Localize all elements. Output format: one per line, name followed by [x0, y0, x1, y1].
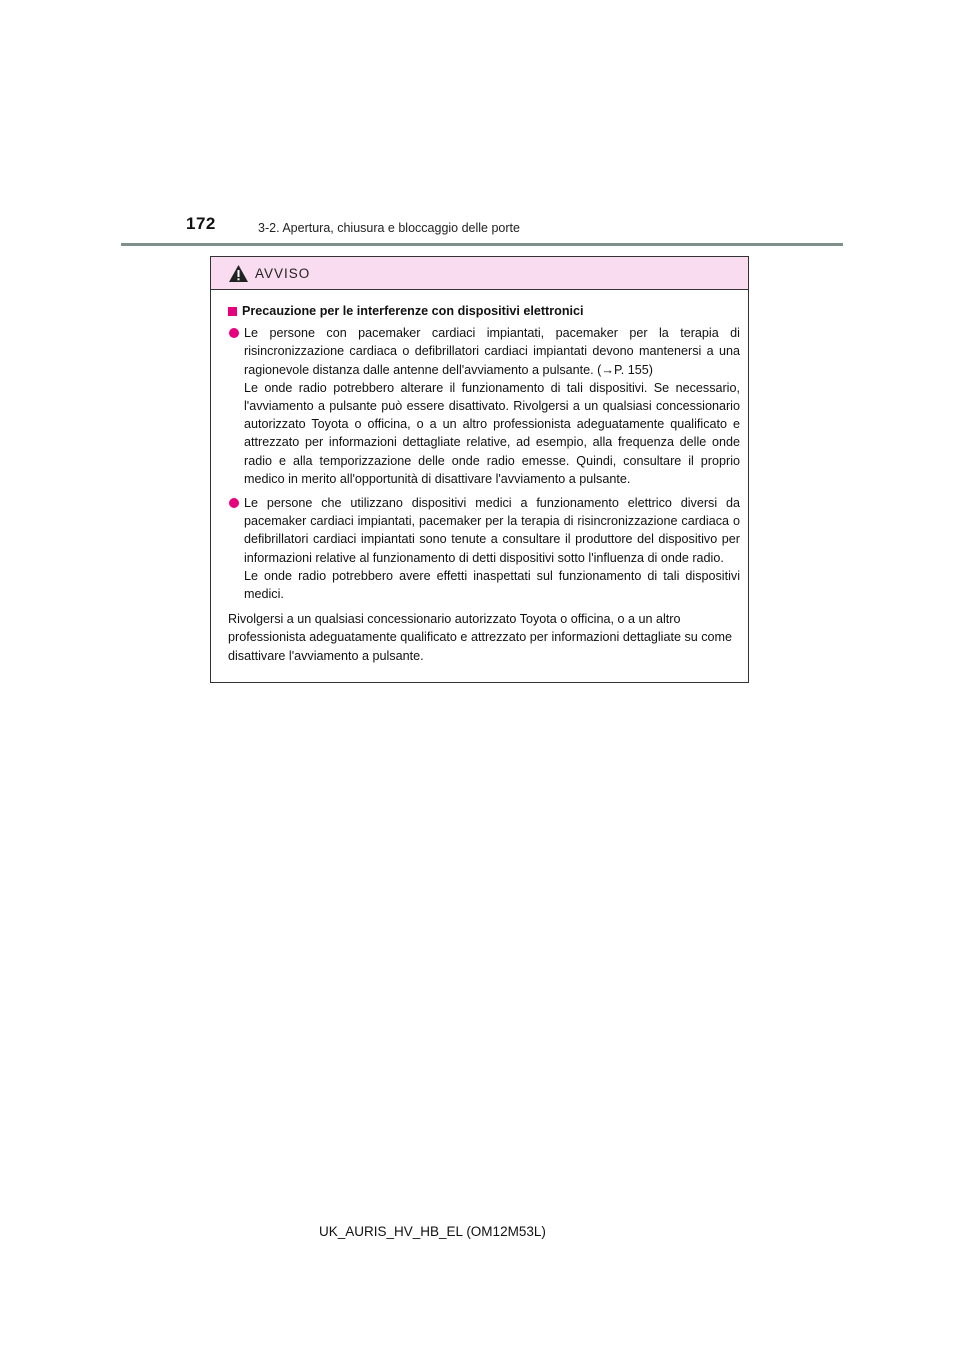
square-bullet-icon: [228, 307, 237, 316]
warning-triangle-icon: [228, 264, 249, 283]
header-divider: [121, 243, 843, 246]
closing-paragraph: Rivolgersi a un qualsiasi concessionario autorizzato Toyota o officina, o a un altro professionista adeguatamente qualificato e attrezzato per informazioni dettagliate su come disattivare l'avviamento a pulsante.: [228, 612, 733, 663]
paragraph: Le persone che utilizzano dispositivi medici a funzionamento elettrico diversi da pacemaker cardiaci impiantati, pacemaker per la terapia di risincronizzazione cardiaca o defibrillatori cardiaci impiantati sono tenute a consultare il produttore del dispositivo per informazioni relative al funzionamento di detti dispositivi sotto l'influenza di onde radio.: [244, 496, 740, 565]
document-code: UK_AURIS_HV_HB_EL (OM12M53L): [319, 1224, 546, 1239]
section-heading-text: Precauzione per le interferenze con dispositivi elettronici: [242, 304, 584, 318]
warning-title: AVVISO: [255, 265, 311, 281]
paragraph: Le onde radio potrebbero avere effetti inaspettati sul funzionamento di tali dispositivi medici.: [244, 568, 740, 602]
warning-header: [211, 257, 748, 290]
bullet-icon: [229, 498, 239, 508]
list-item: [228, 324, 740, 488]
warning-box: [210, 256, 749, 683]
paragraph: Le persone con pacemaker cardiaci impiantati, pacemaker per la terapia di risincronizzazione cardiaca o defibrillatori cardiaci impiantati devono mantenersi a una ragionevole distanza dalle antenne dell'avviamento a pulsante. (→P. 155): [244, 326, 740, 377]
warning-content: [211, 290, 748, 665]
section-heading: [228, 302, 740, 320]
paragraph: Le onde radio potrebbero alterare il funzionamento di tali dispositivi. Se necessario, l'avviamento a pulsante può essere disattivato. Rivolgersi a un qualsiasi concessionario autorizzato Toyota o officina, o a un altro professionista adeguatamente qualificato e attrezzato per informazioni dettagliate relative, ad esempio, alla frequenza delle onde radio e alla temporizzazione delle onde radio emesse. Quindi, consultare il proprio medico in merito all'opportunità di disattivare l'avviamento a pulsante.: [244, 380, 740, 486]
list-item: [228, 494, 740, 603]
chapter-title: 3-2. Apertura, chiusura e bloccaggio delle porte: [258, 221, 520, 235]
bullet-icon: [229, 328, 239, 338]
page-number: 172: [186, 214, 216, 233]
